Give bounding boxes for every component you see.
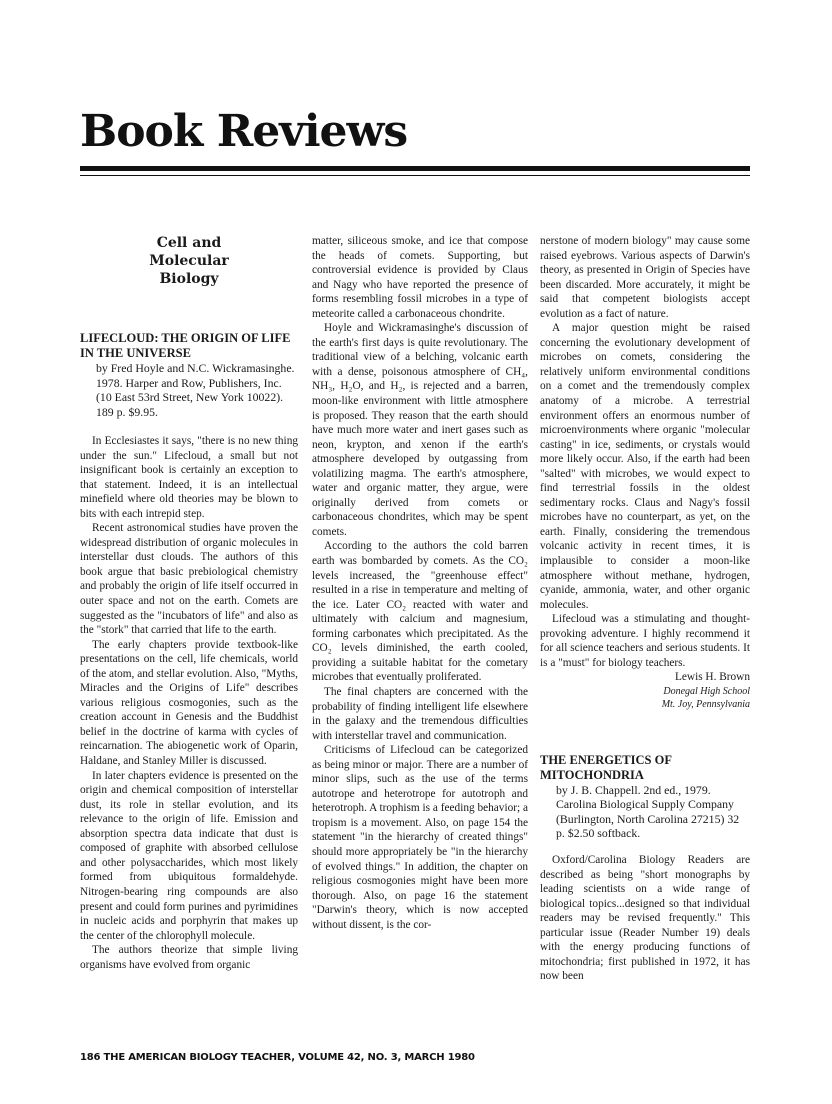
paragraph: Oxford/Carolina Biology Readers are described as being "short monographs by leading scientists on a wide range of biological topics...designed so that individual readers may be revised frequently." This particular issue (Reader Number 19) deals with the energy producing functions of mitochondria; first published in 1972, it has now been xyxy=(540,853,750,983)
book-title-2: THE ENERGETICS OF MITOCHONDRIA xyxy=(540,752,672,782)
paragraph: nerstone of modern biology" may cause some raised eyebrows. Various aspects of Darwin's theory, as presented in Origin of Species have been discarded. More accurately, it might be said that competent biologists accept evolution as a fact of nature. xyxy=(540,235,750,320)
reviewer-school: Donegal High School xyxy=(663,685,750,697)
paragraph: According to the authors the cold barren earth was bombarded by comets. As the CO₂ levels increased, the "greenhouse effect" resulted in a rise in temperature and melting of the ice. Later CO₂ reacted with water and ultimately with calcium and magnesium, forming carbonates which precipitated. As the CO₂ levels diminished, the earth cooled, providing a suitable habitat for the cometary microbes that eventually proliferated. xyxy=(312,540,528,684)
paragraph: In Ecclesiastes it says, "there is no new thing under the sun." Lifecloud, a small but not insignificant book is certainly an exception to that statement. Indeed, it is an intellectual minefield where old theories may be blown to bits with each intrepid step. xyxy=(80,435,298,520)
column-1 xyxy=(80,234,298,972)
paragraph: A major question might be raised concerning the evolutionary development of microbes on comets, considering the relatively uniform environmental conditions on a comet and the tremendously complex anatomy of a microbe. A terrestrial environment offers an enormous number of microenvironments where organic "molecular casting" in ice, sediments, or crystals would more likely occur. Also, if the earth had been "salted" with microbes, we would expect to find terrestrial fossils in the oldest sedimentary rocks. Claus and Nagy's fossil microbes have no counterpart, as yet, on the earth. Finally, considering the tremendous volcanic activity in recent times, it is implausible to consider a moon-like atmosphere without methane, hydrogen, cyanide, ammonia, water, and other organic molecules. xyxy=(540,322,750,611)
paragraph: The authors theorize that simple living organisms have evolved from organic xyxy=(80,944,298,971)
paragraph: Criticisms of Lifecloud can be categorized as being minor or major. There are a number of minor slips, such as the use of the terms autotrope and heterotrope for autotroph and heterotroph. A trophism is a feeding behavior; a tropism is a movement. Also, on page 154 the statement "in the hierarchy of created things" should more appropriately be "in the hierarchy of evolved things." In addition, the chapter on religious cosmogonies might have been more thorough. Also, on page 16 the statement "Darwin's theory, which is now accepted without dissent, is the cor- xyxy=(312,744,528,931)
paragraph: Recent astronomical studies have proven the widespread distribution of organic molecules in interstellar dust clouds. The authors of this book argue that basic prebiological chemistry and probably the origin of life itself occurred in outer space and not on the earth. Comets are suggested as the "incubators of life" and also as the "stork" that carried that life to the earth. xyxy=(80,522,298,637)
section-heading: Cell and Molecular Biology xyxy=(149,235,229,287)
book-title: LIFECLOUD: THE ORIGIN OF LIFE IN THE UNIVERSE xyxy=(80,331,291,360)
column-3 xyxy=(540,234,750,984)
page-footer: 186 THE AMERICAN BIOLOGY TEACHER, VOLUME 42, NO. 3, MARCH 1980 xyxy=(80,1052,475,1063)
header-rule-thin xyxy=(80,175,750,176)
column-2 xyxy=(312,234,528,932)
reviewer-location: Mt. Joy, Pennsylvania xyxy=(661,698,750,710)
page-title: Book Reviews xyxy=(80,106,408,157)
header-rule-thick xyxy=(80,166,750,171)
paragraph: In later chapters evidence is presented on the origin and chemical composition of interstellar dust, its role in stellar evolution, and its relevance to the origin of life. Emission and absorption spectra data indicate that dust is composed of graphite with absorbed cellulose and other polysaccharides, which most likely formed from ubiquitous formaldehyde. Nitrogen-bearing ring compounds are also present and could form purines and pyrimidines in nucleic acids and porphyrin that makes up the center of the chlorophyll molecule. xyxy=(80,769,298,942)
book-info-2: by J. B. Chappell. 2nd ed., 1979. Carolina Biological Supply Company (Burlington, North Carolina 27215) 32 p. $2.50 softback. xyxy=(556,782,740,841)
paragraph: The final chapters are concerned with the probability of finding intelligent life elsewhere in the galaxy and the tremendous difficulties with interstellar travel and communication. xyxy=(312,685,528,742)
paragraph: The early chapters provide textbook-like presentations on the cell, life chemicals, world of the atom, and stellar evolution. Also, "Myths, Miracles and the Origins of Life" describes various religious cosmogonies, such as the creation account in Genesis and the Buddhist belief in the doctrine of karma with cycles of reincarnation. The abiogenetic work of Oparin, Haldane, and Stanley Miller is discussed. xyxy=(80,638,298,768)
reviewer-name: Lewis H. Brown xyxy=(675,671,750,684)
paragraph: matter, siliceous smoke, and ice that compose the heads of comets. Supporting, but controversial evidence is provided by Claus and Nagy who have reported the presence of forms resembling fossil microbes in a type of meteorite called a carbonaceous chondrite. xyxy=(312,235,528,320)
paragraph: Hoyle and Wickramasinghe's discussion of the earth's first days is quite revolutionary. The traditional view of a belching, volcanic earth with a dense, poisonous atmosphere of CH₄, NH₃, H₂O, and H₂, is rejected and a barren, moon-like environment with little atmosphere is proposed. They reason that the earth should have much more water and inert gases such as neon, krypton, and xenon if the earth's atmosphere developed by outgassing from volatilizing magma. The earth's atmosphere, water and organic matter, they argue, were originally derived from comets or carbonaceous chondrites, which may be spent comets. xyxy=(312,322,528,538)
book-info: by Fred Hoyle and N.C. Wickramasinghe. 1978. Harper and Row, Publishers, Inc. (10 East 53rd Street, New York 10022). 189 p. $9.95. xyxy=(96,361,295,419)
paragraph: Lifecloud was a stimulating and thought-provoking adventure. I highly recommend it for all science teachers and serious students. It is a "must" for biology teachers. xyxy=(540,613,750,669)
